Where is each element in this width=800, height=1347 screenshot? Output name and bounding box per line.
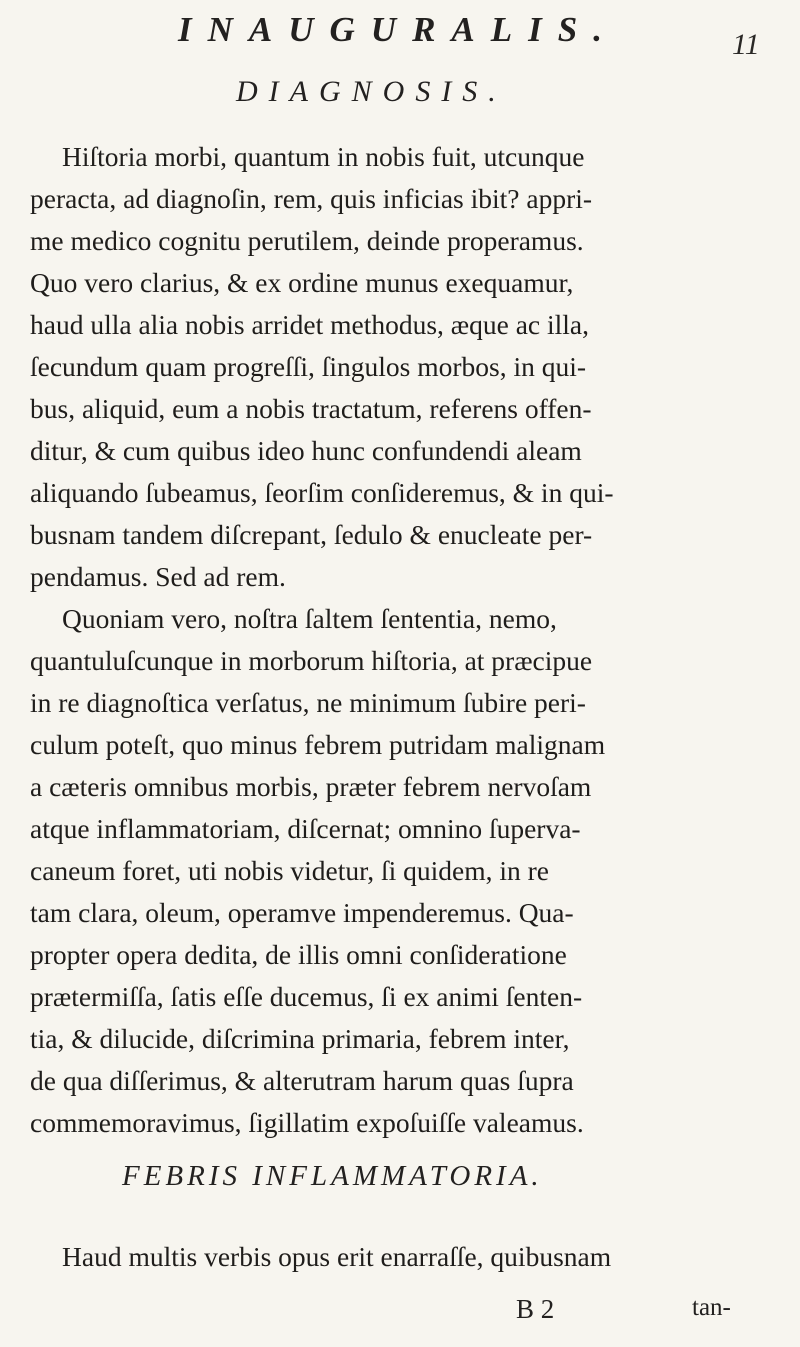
subsection-title: FEBRIS INFLAMMATORIA. <box>122 1160 543 1192</box>
text-line: me medico cognitu perutilem, deinde properamus. <box>30 225 584 256</box>
text-line: culum poteſt, quo minus febrem putridam malignam <box>30 729 606 760</box>
catchword: tan- <box>692 1294 731 1321</box>
text-line: ſecundum quam progreſſi, ſingulos morbos, in qui- <box>30 351 587 382</box>
section-title: DIAGNOSIS. <box>236 75 507 108</box>
text-line: tam clara, oleum, operamve impenderemus. Qua- <box>30 897 574 928</box>
text-line: propter opera dedita, de illis omni conſideratione <box>30 939 567 970</box>
text-line: Quoniam vero, noſtra ſaltem ſententia, nemo, <box>62 603 557 634</box>
text-line: tia, & dilucide, diſcrimina primaria, febrem inter, <box>30 1023 570 1054</box>
text-line: pendamus. Sed ad rem. <box>30 561 286 592</box>
text-line: in re diagnoſtica verſatus, ne minimum ſubire peri- <box>30 687 586 718</box>
text-line: Quo vero clarius, & ex ordine munus exequamur, <box>30 267 574 298</box>
text-line: Hiſtoria morbi, quantum in nobis fuit, utcunque <box>62 141 585 172</box>
signature-mark: B 2 <box>516 1294 555 1324</box>
text-line: bus, aliquid, eum a nobis tractatum, referens offen- <box>30 393 592 424</box>
text-line: a cæteris omnibus morbis, præter febrem nervoſam <box>30 771 592 802</box>
text-line: caneum foret, uti nobis videtur, ſi quidem, in re <box>30 855 549 886</box>
text-line: Haud multis verbis opus erit enarraſſe, quibusnam <box>62 1241 612 1272</box>
text-line: de qua diſſerimus, & alterutram harum quas ſupra <box>30 1065 574 1096</box>
text-line: haud ulla alia nobis arridet methodus, æque ac illa, <box>30 309 590 340</box>
text-line: ditur, & cum quibus ideo hunc confundendi aleam <box>30 435 582 466</box>
text-line: atque inflammatoriam, diſcernat; omnino ſuperva- <box>30 813 581 844</box>
running-head: INAUGURALIS. <box>178 10 618 49</box>
text-line: quantuluſcunque in morborum hiſtoria, at præcipue <box>30 645 593 676</box>
text-line: busnam tandem diſcrepant, ſedulo & enucleate per- <box>30 519 593 550</box>
text-line: prætermiſſa, ſatis eſſe ducemus, ſi ex animi ſenten- <box>30 981 583 1012</box>
text-line: peracta, ad diagnoſin, rem, quis inficias ibit? appri- <box>30 183 593 214</box>
text-line: aliquando ſubeamus, ſeorſim conſideremus, & in qui- <box>30 477 614 508</box>
page-number: 11 <box>732 28 760 61</box>
text-line: commemoravimus, ſigillatim expoſuiſſe valeamus. <box>30 1107 584 1138</box>
